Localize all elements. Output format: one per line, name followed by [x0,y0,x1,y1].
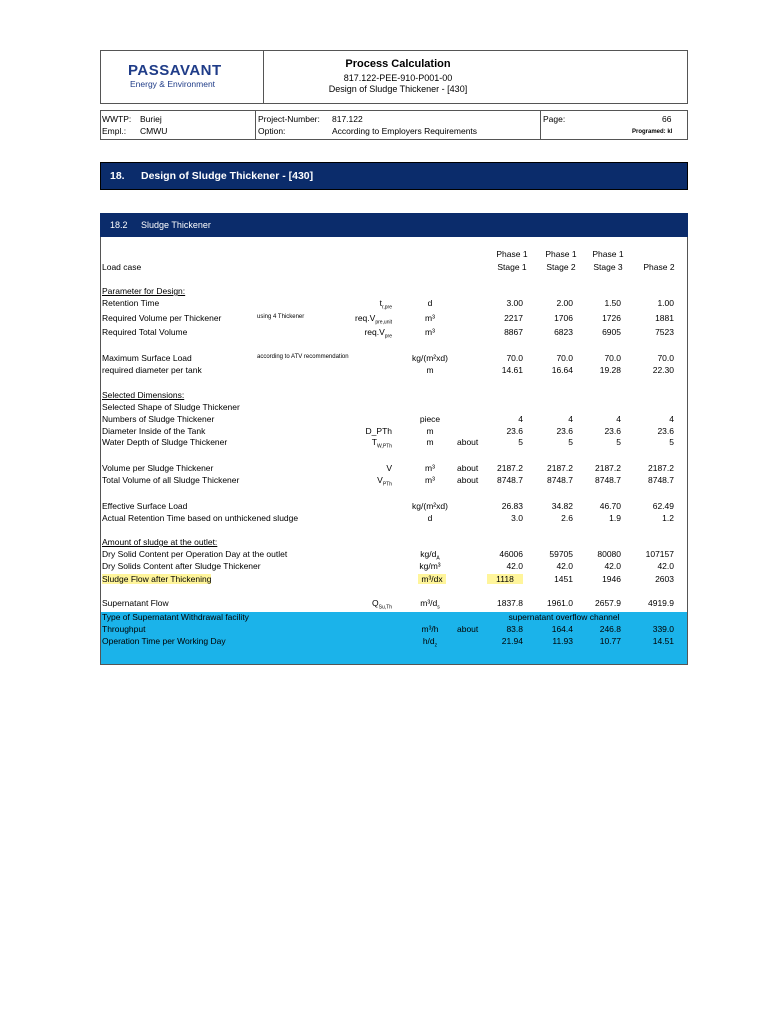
row-note: using 4 Thickener [257,314,305,320]
subscript: z [434,642,438,649]
row-value: 10.77 [599,636,621,646]
col-header-bottom: Stage 1 [497,262,527,272]
project-value: 817.122 [332,114,363,124]
subscript: s [437,604,440,611]
row-label: Operation Time per Working Day [102,636,226,646]
row-label: required diameter per tank [102,365,202,375]
row-value: 21.94 [501,636,523,646]
row-label: Total Volume of all Sludge Thickener [102,475,240,485]
row-unit: kg/(m²xd) [412,501,448,511]
row-symbol: D_PTh [365,426,392,436]
row-label: Type of Supernatant Withdrawal facility [102,612,249,622]
row-unit: m³ [425,313,435,323]
row-value: 4 [568,414,573,424]
row-value: 8748.7 [547,475,573,485]
row-value: 23.6 [506,426,523,436]
wwtp-value: Buriej [140,114,162,124]
row-value: 3.00 [506,298,523,308]
col-header-top: Phase 1 [496,249,528,259]
row-value: 11.93 [552,636,573,646]
row-label: Volume per Sludge Thickener [102,463,214,473]
row-value: 42.0 [657,561,674,571]
row-label: Supernatant Flow [102,598,169,608]
row-value: 70.0 [604,353,621,363]
row-value: 5 [616,437,621,447]
row-value: 4 [518,414,523,424]
row-value: 2187.2 [497,463,523,473]
row-value: 1837.8 [497,598,523,608]
subscript: Su,Th [378,604,392,611]
merged-value: supernatant overflow channel [508,612,620,622]
row-label: Dry Solid Content per Operation Day at the outlet [102,549,288,559]
row-value: 7523 [655,327,674,337]
row-note: according to ATV recommendation [257,354,349,360]
row-label: Numbers of Sludge Thickener [102,414,215,424]
programed-note: Programed: kl [632,129,673,135]
row-about: about [457,475,479,485]
option-value: According to Employers Requirements [332,126,478,136]
subscript: r,pre [381,304,392,311]
row-symbol: V [386,463,392,473]
row-value: 16.64 [551,365,573,375]
company-logo: PASSAVANT [128,62,222,79]
row-value: 2187.2 [595,463,621,473]
row-label: Selected Dimensions: [102,390,185,400]
row-value: 42.0 [556,561,573,571]
load-case-label: Load case [102,262,142,272]
row-about: about [457,463,479,473]
page-value: 66 [662,114,672,124]
row-label: Actual Retention Time based on unthickened sludge [102,513,299,523]
project-label: Project-Number: [258,114,320,124]
row-value: 2603 [655,574,674,584]
row-value: 42.0 [506,561,523,571]
row-symbol: $T_{W,PTh}$ [371,437,392,450]
row-value: 107157 [645,549,674,559]
row-value: 1.9 [609,513,621,523]
row-value: 3.0 [511,513,523,523]
row-value: 2.6 [561,513,573,523]
row-value: 5 [669,437,674,447]
col-header-bottom: Stage 2 [546,262,576,272]
row-value: 34.82 [551,501,573,511]
row-value: 1.50 [604,298,621,308]
row-value: 6823 [554,327,573,337]
row-value: 8748.7 [648,475,674,485]
row-label: Required Total Volume [102,327,188,337]
row-value: 14.51 [652,636,674,646]
doc-subtitle: Design of Sludge Thickener - [430] [328,84,468,94]
row-value: 1881 [655,313,674,323]
col-header-bottom: Phase 2 [643,262,675,272]
row-value: 70.0 [556,353,573,363]
row-symbol: $req.V_{pre}$ [364,327,392,340]
row-value: 8748.7 [595,475,621,485]
row-label: Amount of sludge at the outlet: [102,537,218,547]
row-label: Water Depth of Sludge Thickener [102,437,228,447]
row-value: 4 [669,414,674,424]
row-label: Required Volume per Thickener [102,313,222,323]
row-value: 1706 [554,313,573,323]
row-label: Selected Shape of Sludge Thickener [102,402,240,412]
row-value: 80080 [597,549,621,559]
subscript: pre,unit [375,319,392,326]
option-label: Option: [258,126,286,136]
row-unit: kg/(m²xd) [412,353,448,363]
row-unit: $m^3/d_s$ [420,598,440,611]
row-label: Sludge Flow after Thickening [102,574,212,584]
row-value: 1726 [602,313,621,323]
row-label: Retention Time [102,298,160,308]
row-about: about [457,437,479,447]
row-label: Maximum Surface Load [102,353,192,363]
row-unit: m [426,437,434,447]
row-symbol: $req.V_{pre,unit}$ [354,313,392,326]
row-unit: kg/m³ [419,561,441,571]
row-value: 23.6 [657,426,674,436]
row-value: 246.8 [599,624,621,634]
section-title: Design of Sludge Thickener - [430] [141,170,314,182]
row-value: 2187.2 [547,463,573,473]
page-label: Page: [543,114,566,124]
row-unit: m [426,426,434,436]
row-about: about [457,624,479,634]
col-header-top: Phase 1 [592,249,624,259]
row-unit: m³/dx [418,574,446,584]
row-unit: d [427,298,433,308]
subscript: W,PTh [376,443,392,450]
row-value: 62.49 [652,501,674,511]
row-value: 46.70 [599,501,621,511]
info-divider [540,110,541,140]
row-value: 70.0 [657,353,674,363]
col-header-top: Phase 1 [545,249,577,259]
section-number: 18. [110,170,125,182]
row-unit: m³ [425,327,435,337]
row-value: 2.00 [556,298,573,308]
empl-label: Empl.: [102,126,127,136]
row-value: 4 [616,414,621,424]
row-value: 8867 [504,327,523,337]
row-symbol: $t_{r,pre}$ [379,298,392,311]
row-unit: $h/d_z$ [422,636,438,649]
row-value: 23.6 [604,426,621,436]
page-title: Process Calculation [345,58,451,70]
row-unit: m [426,365,434,375]
row-value: 1961.0 [547,598,573,608]
subsection-title: Sludge Thickener [141,220,211,230]
row-value: 4919.9 [648,598,674,608]
subscript: A [436,555,440,562]
col-header-bottom: Stage 3 [593,262,623,272]
subscript: pre [384,333,392,340]
row-unit: m³ [425,463,435,473]
empl-value: CMWU [140,126,168,136]
row-value: 59705 [549,549,573,559]
doc-number: 817.122-PEE-910-P001-00 [343,73,453,83]
row-unit: m³/h [421,624,439,634]
row-value: 42.0 [604,561,621,571]
row-value: 1946 [602,574,621,584]
row-value: 19.28 [599,365,621,375]
row-value: 5 [568,437,573,447]
row-unit: $kg/d_A$ [420,549,440,562]
row-unit: piece [419,414,441,424]
subscript: PTh [382,481,392,488]
row-value: 1.2 [662,513,674,523]
row-value: 70.0 [506,353,523,363]
company-logo-subtitle: Energy & Environment [130,79,216,89]
row-value: 22.30 [652,365,674,375]
row-value: 83.8 [506,624,523,634]
row-unit: m³ [425,475,435,485]
row-value: 46006 [499,549,523,559]
row-value: 8748.7 [497,475,523,485]
row-unit: d [427,513,433,523]
row-value: 1451 [554,574,573,584]
row-label: Throughput [102,624,146,634]
row-value: 2187.2 [648,463,674,473]
info-divider [255,110,256,140]
row-value: 339.0 [652,624,674,634]
row-value: 2217 [504,313,523,323]
row-value: 14.61 [501,365,523,375]
subsection-number: 18.2 [110,220,128,230]
row-value: 5 [518,437,523,447]
row-label: Diameter Inside of the Tank [102,426,206,436]
row-symbol: $V_{PTh}$ [377,475,392,488]
row-label: Parameter for Design: [102,286,186,296]
row-value: 23.6 [556,426,573,436]
row-value: 26.83 [501,501,523,511]
row-value: 164.4 [551,624,573,634]
row-value: 2657.9 [595,598,621,608]
row-label: Dry Solids Content after Sludge Thickener [102,561,261,571]
row-label: Effective Surface Load [102,501,188,511]
wwtp-label: WWTP: [102,114,132,124]
row-symbol: $Q_{Su,Th}$ [372,598,392,611]
row-value: 1.00 [657,298,674,308]
row-value: 1118 [487,574,523,584]
row-value: 6905 [602,327,621,337]
